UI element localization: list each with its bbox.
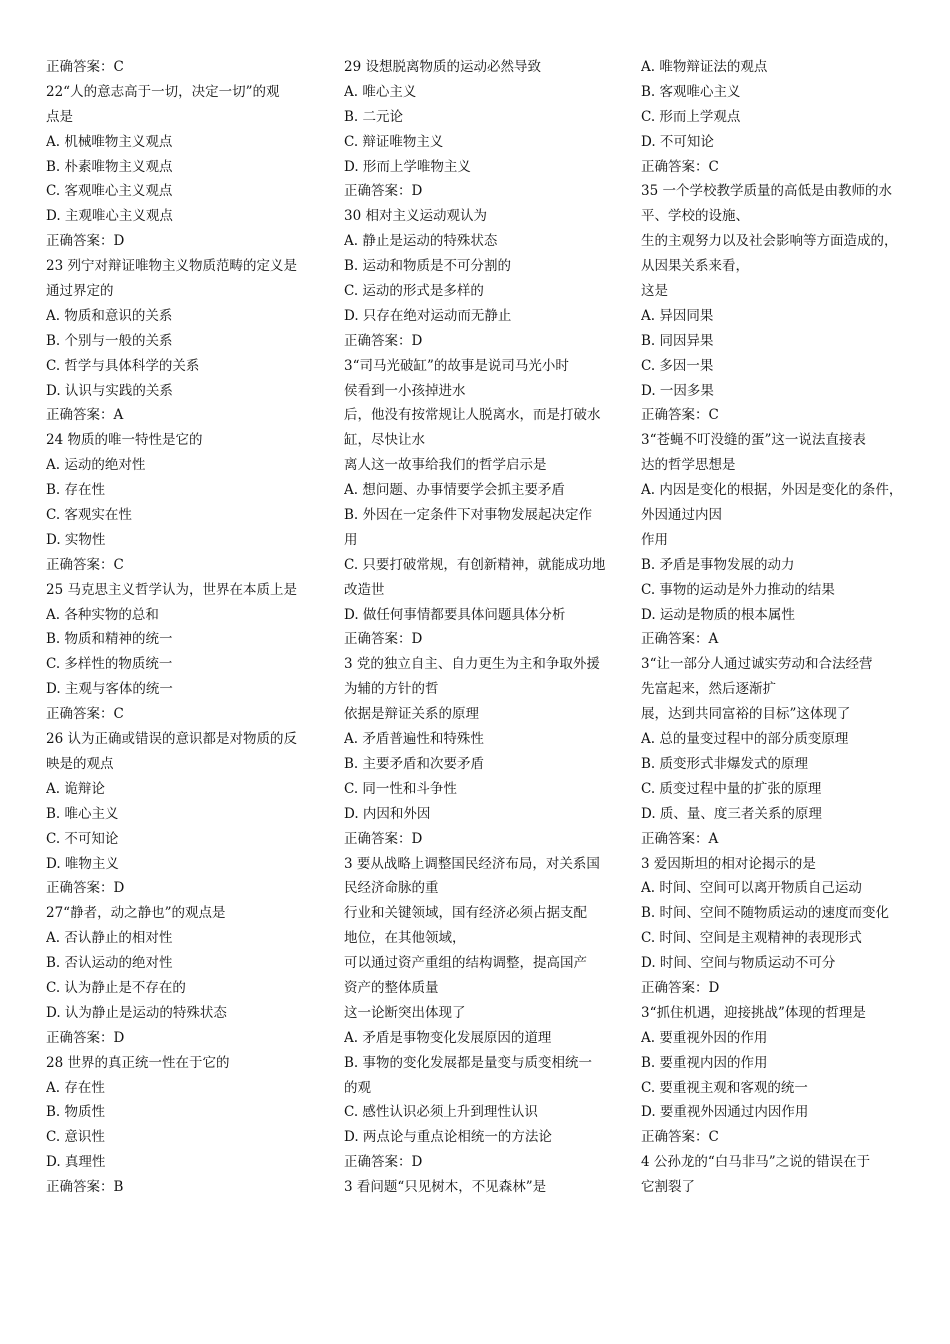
text-line: C. 意识性 (46, 1129, 105, 1146)
text-line: 4 公孙龙的“白马非马”之说的错误在于 (641, 1154, 871, 1171)
text-line: 正确答案：D (46, 1029, 125, 1046)
text-line: A. 想问题、办事情要学会抓主要矛盾 (344, 482, 565, 499)
text-line: B. 事物的变化发展都是量变与质变相统一 (344, 1054, 593, 1071)
text-line: 3“司马光破缸”的故事是说司马光小时 (344, 357, 569, 374)
text-line: 用 (344, 531, 358, 548)
text-line: C. 只要打破常规，有创新精神，就能成功地 (344, 556, 606, 573)
text-line: 后，他没有按常规让人脱离水，而是打破水 (344, 407, 601, 424)
text-line: 正确答案：C (46, 706, 124, 723)
text-line: C. 多样性的物质统一 (46, 656, 173, 673)
text-line: 展，达到共同富裕的目标”这体现了 (641, 706, 851, 723)
text-line: C. 感性认识必须上升到理性认识 (344, 1104, 538, 1121)
text-line: 从因果关系来看， (641, 258, 749, 275)
text-line: B. 客观唯心主义 (641, 83, 741, 100)
text-line: A. 矛盾普遍性和特殊性 (344, 731, 484, 748)
text-line: D. 实物性 (46, 531, 106, 548)
text-line: 行业和关键领域，国有经济必须占据支配 (344, 905, 587, 922)
text-line: B. 二元论 (344, 108, 404, 125)
text-line: 30 相对主义运动观认为 (344, 208, 487, 225)
text-line: 正确答案：A (641, 830, 719, 847)
text-line: B. 朴素唯物主义观点 (46, 158, 173, 175)
text-line: 正确答案：A (46, 407, 124, 424)
text-line: 外因通过内因 (641, 507, 722, 524)
text-line: 24 物质的唯一特性是它的 (46, 432, 203, 449)
text-column-2 (344, 55, 624, 1200)
text-line: 27“静者，动之静也”的观点是 (46, 905, 226, 922)
text-line: A. 总的量变过程中的部分质变原理 (641, 731, 849, 748)
text-line: 3“苍蝇不叮没缝的蛋”这一说法直接表 (641, 432, 866, 449)
text-line: 正确答案：D (344, 631, 423, 648)
text-line: C. 要重视主观和客观的统一 (641, 1079, 808, 1096)
text-line: 正确答案：C (641, 1129, 719, 1146)
text-line: 地位，在其他领域， (344, 930, 466, 947)
text-line: D. 做任何事情都要具体问题具体分析 (344, 606, 566, 623)
text-line: 3 看问题“只见树木，不见森林”是 (344, 1179, 547, 1196)
text-line: C. 形而上学观点 (641, 108, 741, 125)
text-line: 先富起来，然后逐渐扩 (641, 681, 776, 698)
text-line: D. 运动是物质的根本属性 (641, 606, 795, 623)
text-line: A. 异因同果 (641, 307, 714, 324)
text-line: B. 同因异果 (641, 332, 714, 349)
text-line: C. 多因一果 (641, 357, 714, 374)
text-line: C. 认为静止是不存在的 (46, 979, 186, 996)
text-line: D. 一因多果 (641, 382, 714, 399)
text-line: C. 哲学与具体科学的关系 (46, 357, 200, 374)
text-line: A. 静止是运动的特殊状态 (344, 233, 498, 250)
text-line: C. 质变过程中量的扩张的原理 (641, 780, 822, 797)
text-line: 正确答案：B (46, 1179, 124, 1196)
text-line: 正确答案：D (344, 183, 423, 200)
text-line: 这一论断突出体现了 (344, 1004, 466, 1021)
text-line: D. 形而上学唯物主义 (344, 158, 471, 175)
text-line: C. 客观实在性 (46, 507, 132, 524)
text-line: B. 存在性 (46, 482, 106, 499)
text-line: A. 时间、空间可以离开物质自己运动 (641, 880, 862, 897)
text-line: A. 要重视外因的作用 (641, 1029, 768, 1046)
text-column-1 (46, 55, 326, 1200)
text-line: 点是 (46, 108, 73, 125)
text-line: 侯看到一小孩掉进水 (344, 382, 466, 399)
text-line: B. 个别与一般的关系 (46, 332, 173, 349)
text-line: D. 认识与实践的关系 (46, 382, 173, 399)
text-line: B. 唯心主义 (46, 805, 119, 822)
text-line: 的观 (344, 1079, 371, 1096)
text-line: D. 时间、空间与物质运动不可分 (641, 955, 836, 972)
text-line: 3 党的独立自主、自力更生为主和争取外援 (344, 656, 600, 673)
text-line: D. 主观唯心主义观点 (46, 208, 173, 225)
text-line: 正确答案：A (641, 631, 719, 648)
text-line: B. 物质和精神的统一 (46, 631, 173, 648)
text-line: 26 认为正确或错误的意识都是对物质的反 (46, 731, 297, 748)
text-line: 缸，尽快让水 (344, 432, 425, 449)
text-line: 为辅的方针的哲 (344, 681, 439, 698)
text-line: 29 设想脱离物质的运动必然导致 (344, 59, 541, 75)
text-line: B. 质变形式非爆发式的原理 (641, 755, 809, 772)
text-line: D. 认为静止是运动的特殊状态 (46, 1004, 227, 1021)
text-line: D. 要重视外因通过内因作用 (641, 1104, 809, 1121)
text-line: 正确答案：D (46, 233, 125, 250)
text-line: 依据是辩证关系的原理 (344, 706, 479, 723)
text-line: C. 事物的运动是外力推动的结果 (641, 581, 835, 598)
text-line: 映是的观点 (46, 755, 114, 772)
text-line: B. 外因在一定条件下对事物发展起决定作 (344, 507, 593, 524)
text-line: D. 只存在绝对运动而无静止 (344, 307, 512, 324)
text-line: 23 列宁对辩证唯物主义物质范畴的定义是 (46, 258, 297, 275)
text-line: A. 各种实物的总和 (46, 606, 159, 623)
text-line: D. 唯物主义 (46, 855, 119, 872)
text-line: 25 马克思主义哲学认为，世界在本质上是 (46, 581, 297, 598)
text-line: 改造世 (344, 581, 385, 598)
text-line: 它割裂了 (641, 1179, 695, 1196)
text-line: B. 要重视内因的作用 (641, 1054, 768, 1071)
text-line: D. 真理性 (46, 1154, 106, 1171)
text-line: C. 不可知论 (46, 830, 119, 847)
text-line: 正确答案：C (641, 407, 719, 424)
text-line: B. 时间、空间不随物质运动的速度而变化 (641, 905, 890, 922)
text-line: 3 爱因斯坦的相对论揭示的是 (641, 855, 816, 872)
text-line: 通过界定的 (46, 283, 114, 300)
text-line: A. 矛盾是事物变化发展原因的道理 (344, 1029, 552, 1046)
text-line: D. 内因和外因 (344, 805, 431, 822)
text-line: C. 同一性和斗争性 (344, 780, 457, 797)
text-line: A. 机械唯物主义观点 (46, 133, 173, 150)
text-line: 正确答案：D (344, 1154, 423, 1171)
text-line: 正确答案：D (46, 880, 125, 897)
text-line: 3 要从战略上调整国民经济布局，对关系国 (344, 855, 600, 872)
text-line: 正确答案：D (344, 830, 423, 847)
text-line: 资产的整体质量 (344, 979, 439, 996)
text-line: 35 一个学校教学质量的高低是由教师的水 (641, 183, 892, 200)
text-line: D. 主观与客体的统一 (46, 681, 173, 698)
text-line: B. 主要矛盾和次要矛盾 (344, 755, 485, 772)
text-line: 民经济命脉的重 (344, 880, 439, 897)
text-line: C. 辩证唯物主义 (344, 133, 444, 150)
text-line: C. 客观唯心主义观点 (46, 183, 173, 200)
text-line: 正确答案：C (46, 556, 124, 573)
text-line: 3“让一部分人通过诚实劳动和合法经营 (641, 656, 873, 673)
text-line: 达的哲学思想是 (641, 457, 736, 474)
text-line: 平、学校的设施、 (641, 208, 749, 225)
text-line: 正确答案：D (344, 332, 423, 349)
text-line: D. 不可知论 (641, 133, 714, 150)
text-line: C. 运动的形式是多样的 (344, 283, 484, 300)
text-line: A. 物质和意识的关系 (46, 307, 173, 324)
text-line: D. 质、量、度三者关系的原理 (641, 805, 822, 822)
text-line: A. 内因是变化的根据，外因是变化的条件， (641, 482, 903, 499)
text-line: C. 时间、空间是主观精神的表现形式 (641, 930, 862, 947)
text-line: 离人这一故事给我们的哲学启示是 (344, 457, 547, 474)
text-line: D. 两点论与重点论相统一的方法论 (344, 1129, 552, 1146)
text-line: 22“人的意志高于一切，决定一切”的观 (46, 83, 280, 100)
text-line: A. 否认静止的相对性 (46, 930, 173, 947)
text-line: B. 矛盾是事物发展的动力 (641, 556, 795, 573)
text-line: B. 物质性 (46, 1104, 106, 1121)
text-line: A. 唯心主义 (344, 83, 417, 100)
text-line: 3“抓住机遇，迎接挑战”体现的哲理是 (641, 1004, 866, 1021)
text-line: B. 否认运动的绝对性 (46, 955, 173, 972)
text-line: 可以通过资产重组的结构调整，提高国产 (344, 955, 587, 972)
text-line: 生的主观努力以及社会影响等方面造成的， (641, 233, 898, 250)
text-line: 正确答案：D (641, 979, 720, 996)
text-column-3 (641, 55, 921, 1200)
text-line: 正确答案：C (46, 59, 124, 75)
text-line: A. 诡辩论 (46, 780, 105, 797)
text-line: 正确答案：C (641, 158, 719, 175)
text-line: B. 运动和物质是不可分割的 (344, 258, 512, 275)
text-line: 28 世界的真正统一性在于它的 (46, 1054, 230, 1071)
text-line: 作用 (641, 531, 668, 548)
text-line: 这是 (641, 283, 668, 300)
text-line: A. 运动的绝对性 (46, 457, 146, 474)
text-line: A. 存在性 (46, 1079, 105, 1096)
text-line: A. 唯物辩证法的观点 (641, 59, 768, 75)
